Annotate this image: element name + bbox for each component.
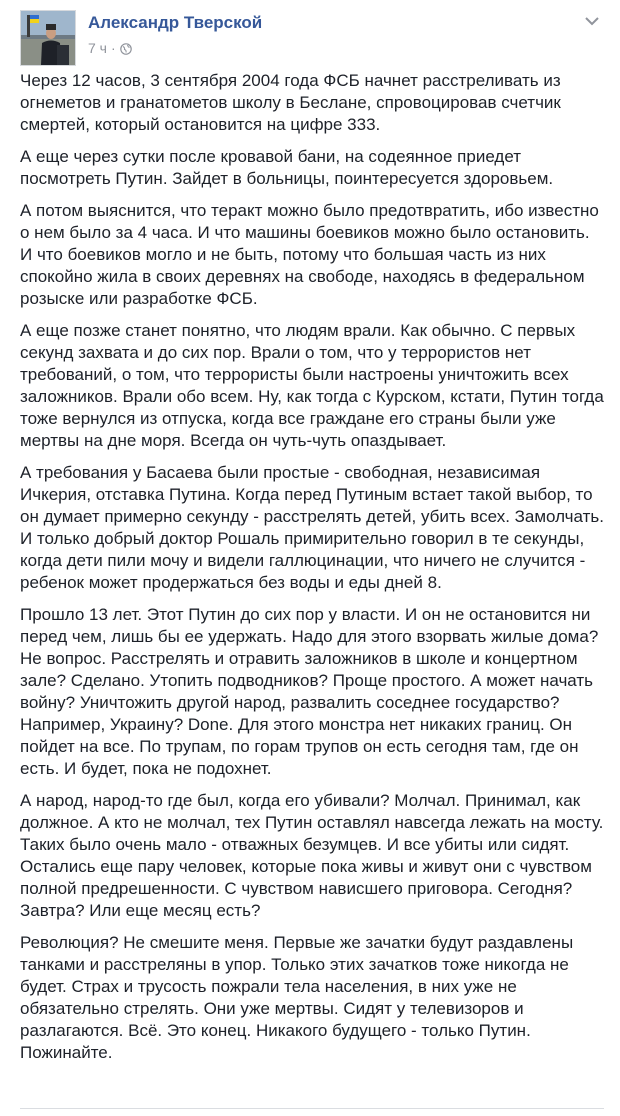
post-paragraph: А еще позже станет понятно, что людям врали. Как обычно. С первых секунд захвата и до сих пор. Врали о том, что у террористов нет требований, о том, что террористы были настроены уничтожить всех заложников. Врали обо всем. Ну, как тогда с Курском, кстати, Путин тогда тоже вернулся из отпуска, когда все граждане его страны были уже мертвы на дне моря. Всегда он чуть-чуть опаздывает. [20,321,604,450]
avatar[interactable] [20,10,76,66]
post-paragraph: А народ, народ-то где был, когда его убивали? Молчал. Принимал, как должное. А кто не молчал, тех Путин оставлял навсегда лежать на мосту. Таких было очень мало - отважных безумцев. И все убиты или сидят. Остались еще пару человек, которые пока живы и живут они с чувством полной предрешенности. С чувством нависшего приговора. Сегодня? Завтра? Или еще месяц есть? [20,791,604,920]
globe-icon[interactable] [120,42,132,54]
meta-separator: · [110,40,116,56]
chevron-down-icon[interactable] [584,14,600,26]
author-name[interactable]: Александр Тверской [88,13,263,32]
post-timestamp[interactable]: 7 ч [88,40,107,56]
post-meta [88,40,132,56]
post-paragraph: Прошло 13 лет. Этот Путин до сих пор у власти. И он не остановится ни перед чем, лишь бы ее удержать. Надо для этого взорвать жилые дома? Не вопрос. Расстрелять и отравить заложников в школе и концертном зале? Сделано. Утопить подводников? Проще простого. А может начать войну? Уничтожить другой народ, развалить соседнее государство? Например, Украину? Done. Для этого монстра нет никаких границ. Он пойдет на все. По трупам, по горам трупов он есть сегодня там, где он есть. И будет, пока не подохнет. [20,605,599,778]
post-divider [20,1108,604,1109]
post-text [20,70,604,1074]
post-paragraph: А потом выяснится, что теракт можно было предотвратить, ибо известно о нем было за 4 часа. И что машины боевиков можно было остановить. И что боевиков могло и не быть, потому что большая часть из них спокойно жила в своих деревнях на свободе, находясь в федеральном розыске или разработке ФСБ. [20,201,599,308]
post-header [20,10,600,66]
avatar-photo [21,11,75,65]
post-paragraph: А еще через сутки после кровавой бани, на содеянное приедет посмотреть Путин. Зайдет в больницы, поинтересуется здоровьем. [20,147,554,188]
post-paragraph: Через 12 часов, 3 сентября 2004 года ФСБ начнет расстреливать из огнеметов и гранатометов школу в Беслане, спровоцировав счетчик смертей, который остановится на цифре 333. [20,71,561,134]
post-paragraph: А требования у Басаева были простые - свободная, независимая Ичкерия, отставка Путина. Когда перед Путиным встает такой выбор, то он думает примерно секунду - расстрелять детей, убить всех. Замолчать. И только добрый доктор Рошаль примирительно говорил в те секунды, когда дети пили мочу и видели галлюцинации, что ничего не случится - ребенок может продержаться без воды и еды дней 8. [20,463,604,592]
post-paragraph: Революция? Не смешите меня. Первые же зачатки будут раздавлены танками и расстреляны в упор. Только этих зачатков тоже никогда не будет. Страх и трусость пожрали тела населения, в них уже не обязательно стрелять. Они уже мертвы. Сидят у телевизоров и разлагаются. Всё. Это конец. Никакого будущего - только Путин. Пожинайте. [20,933,574,1062]
